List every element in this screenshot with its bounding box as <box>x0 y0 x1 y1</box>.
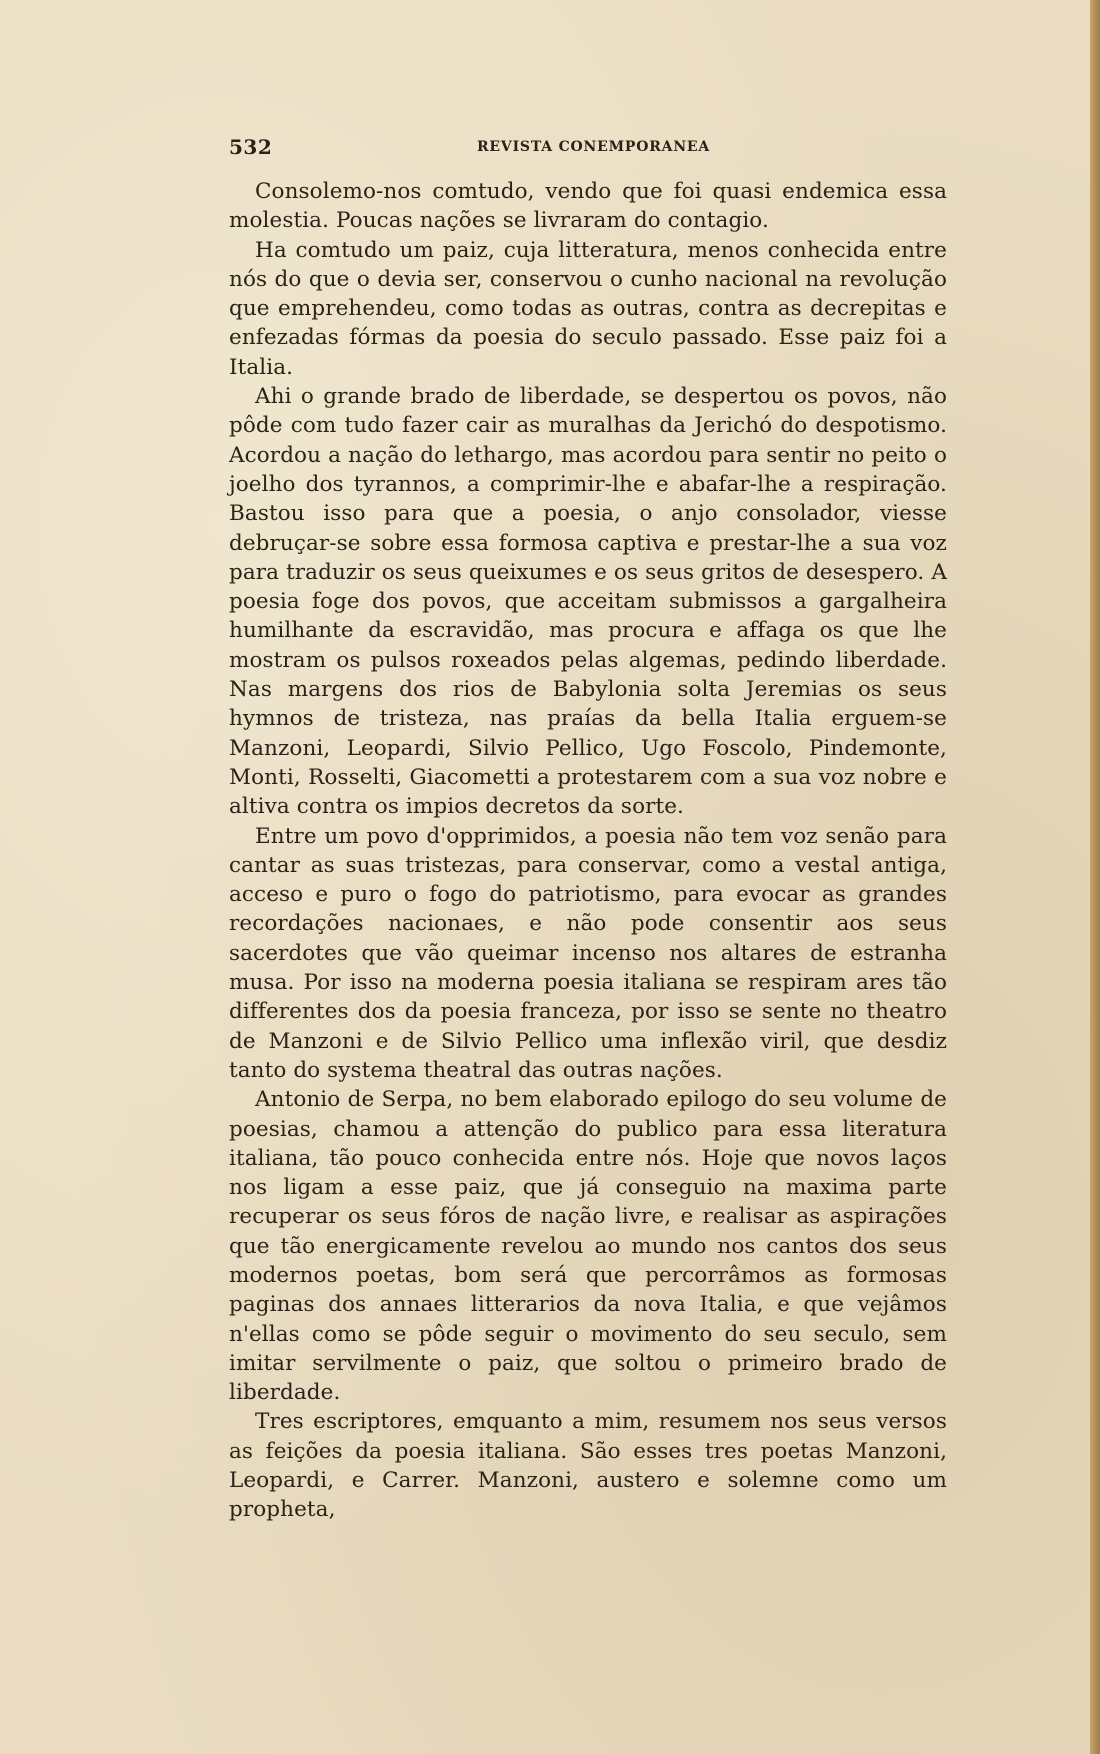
page-edge-shadow <box>1090 0 1100 1754</box>
body-text <box>229 177 947 1525</box>
paragraph-antonio-de-serpa: Antonio de Serpa, no bem elaborado epilogo do seu volume de poesias, chamou a attenção do publico para essa literatura italiana, tão pouco conhecida entre nós. Hoje que novos laços nos ligam a esse paiz, que já conseguio na maxima parte recuperar os seus fóros de nação livre, e realisar as aspirações que tão energicamente revelou ao mundo nos cantos dos seus modernos poetas, bom será que percorrâmos as formosas paginas dos annaes litterarios da nova Italia, e que vejâmos n'ellas como se pôde seguir o movimento do seu seculo, sem imitar servilmente o paiz, que soltou o primeiro brado de liberdade. <box>229 1087 947 1406</box>
paragraph-povo-opprimidos: Entre um povo d'opprimidos, a poesia não tem voz senão para cantar as suas tristezas, para conservar, como a vestal antiga, acceso e puro o fogo do patriotismo, para evocar as grandes recordações nacionaes, e não pode consentir aos seus sacerdotes que vão queimar incenso nos altares de estranha musa. Por isso na moderna poesia italiana se respiram ares tão differentes dos da poesia franceza, por isso se sente no theatro de Manzoni e de Silvio Pellico uma inflexão viril, que desdiz tanto do systema theatral das outras nações. <box>229 823 947 1083</box>
document-page <box>229 135 947 1525</box>
paragraph-brado-liberdade: Ahi o grande brado de liberdade, se despertou os povos, não pôde com tudo fazer cair as muralhas da Jerichó do despotismo. Acordou a nação do lethargo, mas acordou para sentir no peito o joelho dos tyrannos, a comprimir-lhe e abafar-lhe a respiração. Bastou isso para que a poesia, o anjo consolador, viesse debruçar-se sobre essa formosa captiva e prestar-lhe a sua voz para traduzir os seus queixumes e os seus gritos de desespero. A poesia foge dos povos, que acceitam submissos a gargalheira humilhante da escravidão, mas procura e affaga os que lhe mostram os pulsos roxeados pelas algemas, pedindo liberdade. Nas margens dos rios de Babylonia solta Jeremias os seus hymnos de tristeza, nas praías da bella Italia erguem-se Manzoni, Leopardi, Silvio Pellico, Ugo Foscolo, Pindemonte, Monti, Rosselti, Giacometti a protestarem com a sua voz nobre e altiva contra os impios decretos da sorte. <box>229 384 947 820</box>
paragraph-consolemo: Consolemo-nos comtudo, vendo que foi quasi endemica essa molestia. Poucas nações se livraram do contagio. <box>229 179 947 234</box>
page-header <box>229 135 947 161</box>
running-title: REVISTA CONEMPORANEA <box>477 139 711 155</box>
paragraph-paiz-italia: Ha comtudo um paiz, cuja litteratura, menos conhecida entre nós do que o devia ser, conservou o cunho nacional na revolução que emprehendeu, como todas as outras, contra as decrepitas e enfezadas fórmas da poesia do seculo passado. Esse paiz foi a Italia. <box>229 237 947 380</box>
page-number: 532 <box>229 135 273 159</box>
paragraph-tres-escriptores: Tres escriptores, emquanto a mim, resumem nos seus versos as feições da poesia italiana. São esses tres poetas Manzoni, Leopardi, e Carrer. Manzoni, austero e solemne como um propheta, <box>229 1409 947 1523</box>
